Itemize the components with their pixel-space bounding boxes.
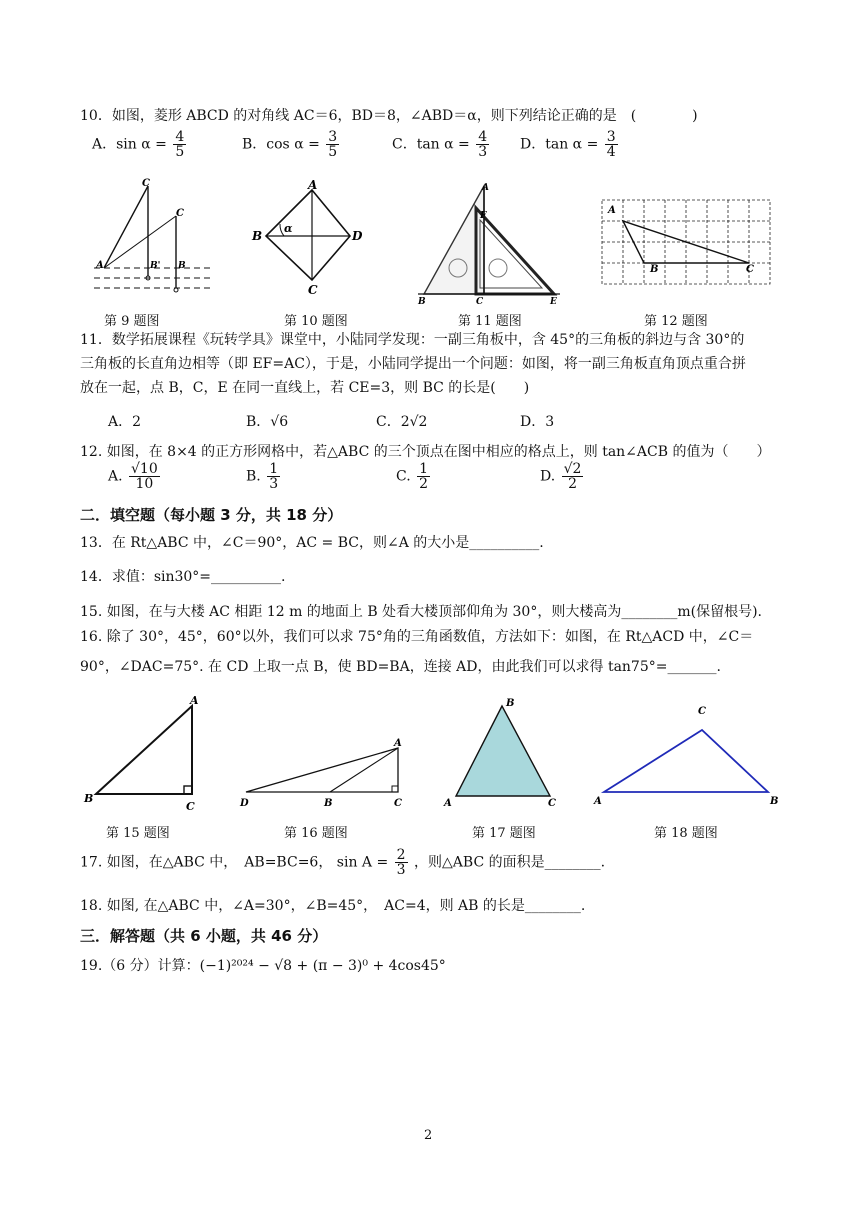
fig12-label-a: A (608, 205, 616, 216)
q12-stem: 12. 如图，在 8×4 的正方形网格中，若△ABC 的三个顶点在图中相应的格点上，则 tan∠ACB 的值为（ ） (80, 444, 771, 460)
fig12-label-b: B (650, 264, 659, 275)
q12-option-c-fraction: $\frac{1}{2}$ (419, 461, 429, 492)
fig10-label-alpha: α (284, 222, 293, 235)
figure-18 (592, 700, 788, 812)
fig16-label-b: B (324, 798, 333, 809)
fig16-label-a: A (394, 738, 402, 749)
q10-option-a-prefix: A．sin α = (92, 136, 167, 153)
fig11-label-a: A (482, 183, 489, 193)
page-number: 2 (424, 1128, 433, 1143)
q12-option-b[interactable] (246, 462, 282, 491)
q17-fraction: $\frac{2}{3}$ (396, 847, 406, 878)
fig10-label-d: D (352, 229, 363, 243)
fig16-label-c: C (394, 798, 402, 809)
q17-suffix: ，则△ABC 的面积是________. (414, 854, 606, 871)
figure-9 (90, 176, 220, 300)
fig12-label-c: C (746, 264, 754, 275)
figure-11 (414, 180, 564, 307)
fig17-label-c: C (548, 798, 556, 809)
q10-option-a[interactable] (92, 130, 188, 159)
fig9-label-5: B (178, 261, 186, 271)
q17 (80, 848, 605, 877)
fig16-label-d: D (240, 798, 249, 809)
q10-stem: 10．如图，菱形 ABCD 的对角线 AC＝6，BD＝8，∠ABD＝α，则下列结论正确的是 ( ) (80, 108, 698, 124)
figure-17 (436, 694, 572, 812)
fig11-label-e: E (550, 297, 557, 307)
fig9-label-2: C (176, 208, 184, 219)
fig18-label-b: B (770, 796, 779, 807)
fig11-label-c: C (476, 297, 484, 307)
fig9-label-3: A (96, 260, 104, 271)
fig11-label-f: F (480, 211, 487, 221)
q10-option-a-fraction: $\frac{4}{5}$ (175, 129, 185, 160)
q19: 19.（6 分）计算：(−1)²⁰²⁴ − √8 + (π − 3)⁰ + 4cos45° (80, 958, 446, 974)
fig10-label-b: B (252, 229, 263, 243)
fig10-caption: 第 10 题图 (284, 314, 348, 329)
fig15-label-b: B (84, 792, 94, 805)
q10-option-c-fraction: $\frac{4}{3}$ (478, 129, 488, 160)
q14: 14．求值：sin30°=__________. (80, 569, 286, 585)
fig12-caption: 第 12 题图 (644, 314, 708, 329)
q10-option-b[interactable] (242, 130, 341, 159)
section-2-heading: 二．填空题（每小题 3 分，共 18 分） (80, 506, 343, 524)
q12-option-d-fraction: $\frac{√2}{2}$ (563, 461, 582, 492)
q11-option-c[interactable]: C．2√2 (376, 414, 428, 430)
fig17-label-a: A (444, 798, 452, 809)
fig18-label-c: C (698, 706, 706, 717)
fig15-label-a: A (190, 694, 199, 707)
q10-option-b-fraction: $\frac{3}{5}$ (328, 129, 338, 160)
fig9-caption: 第 9 题图 (104, 314, 160, 329)
section-3-heading: 三．解答题（共 6 小题，共 46 分） (80, 927, 328, 945)
fig15-label-c: C (186, 800, 195, 813)
fig15-caption: 第 15 题图 (106, 826, 170, 841)
figure-15 (80, 694, 210, 812)
q11-line-2: 三角板的长直角边相等（即 EF=AC），于是，小陆同学提出一个问题：如图，将一副三角板直角顶点重合拼 (80, 356, 746, 372)
q13: 13．在 Rt△ABC 中，∠C＝90°，AC = BC，则∠A 的大小是__________. (80, 535, 544, 551)
q12-option-a[interactable] (108, 462, 162, 491)
q16-line-1: 16. 除了 30°，45°，60°以外，我们可以求 75°角的三角函数值，方法如下：如图，在 Rt△ACD 中，∠C＝ (80, 629, 754, 645)
q12-option-d[interactable] (540, 462, 585, 491)
q10-option-d[interactable] (520, 130, 620, 159)
q15: 15. 如图，在与大楼 AC 相距 12 m 的地面上 B 处看大楼顶部仰角为 30°，则大楼高为________m(保留根号). (80, 604, 762, 620)
q12-option-a-prefix: A. (108, 468, 123, 485)
figure-10 (248, 178, 363, 297)
q10-option-b-prefix: B．cos α = (242, 136, 320, 153)
q10-option-d-prefix: D．tan α = (520, 136, 599, 153)
fig18-caption: 第 18 题图 (654, 826, 718, 841)
fig9-label-4: B' (150, 261, 161, 271)
q11-line-3: 放在一起，点 B，C，E 在同一直线上，若 CE=3，则 BC 的长是( ) (80, 380, 530, 396)
fig18-label-a: A (594, 796, 602, 807)
q11-option-a[interactable]: A．2 (108, 414, 142, 430)
fig17-label-b: B (506, 698, 515, 709)
fig11-caption: 第 11 题图 (458, 314, 522, 329)
q10-option-c[interactable] (392, 130, 491, 159)
q12-option-b-fraction: $\frac{1}{3}$ (269, 461, 279, 492)
q18: 18. 如图, 在△ABC 中，∠A=30°，∠B=45°， AC=4，则 AB 的长是________. (80, 898, 586, 914)
q17-prefix: 17. 如图，在△ABC 中， AB=BC=6， (80, 854, 333, 871)
q12-option-a-fraction: $\frac{√10}{10}$ (131, 461, 158, 492)
q11-option-d[interactable]: D．3 (520, 414, 555, 430)
q12-option-c-prefix: C. (396, 468, 411, 485)
fig9-label-1: C (142, 178, 150, 189)
fig17-caption: 第 17 题图 (472, 826, 536, 841)
fig16-caption: 第 16 题图 (284, 826, 348, 841)
fig10-label-a: A (308, 178, 318, 192)
fig10-label-c: C (308, 283, 318, 297)
figure-16 (236, 736, 412, 812)
q11-line-1: 11．数学拓展课程《玩转学具》课堂中，小陆同学发现：一副三角板中，含 45°的三角板的斜边与含 30°的 (80, 332, 745, 348)
q11-option-b[interactable]: B．√6 (246, 414, 289, 430)
q10-option-d-fraction: $\frac{3}{4}$ (606, 129, 616, 160)
q12-option-d-prefix: D. (540, 468, 556, 485)
q12-option-b-prefix: B. (246, 468, 261, 485)
q12-option-c[interactable] (396, 462, 432, 491)
q17-sin: sin A = (336, 854, 389, 871)
fig11-label-b: B (418, 297, 426, 307)
q16-line-2: 90°，∠DAC=75°. 在 CD 上取一点 B，使 BD=BA，连接 AD，由此我们可以求得 tan75°=_______. (80, 659, 721, 675)
q10-option-c-prefix: C．tan α = (392, 136, 470, 153)
figure-12 (596, 194, 776, 286)
